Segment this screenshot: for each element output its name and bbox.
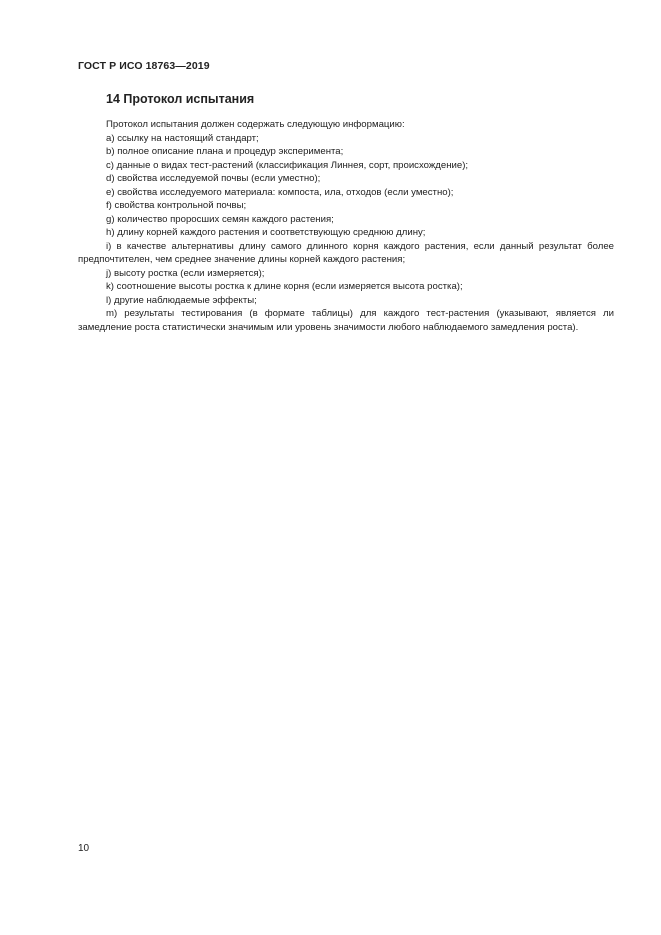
list-item-k: k) соотношение высоты ростка к длине корня (если измеряется высота ростка); — [106, 281, 463, 292]
list-item-e: e) свойства исследуемого материала: компоста, ила, отходов (если уместно); — [106, 186, 454, 198]
list-item-l: l) другие наблюдаемые эффекты; — [106, 294, 257, 306]
list-item-j: j) высоту ростка (если измеряется); — [106, 267, 265, 279]
list-item-g: g) количество проросших семян каждого растения; — [106, 213, 334, 225]
list-item-f: f) свойства контрольной почвы; — [106, 200, 247, 211]
section-title: 14 Протокол испытания — [106, 92, 255, 106]
list-item-h: h) длину корней каждого растения и соответствующую среднюю длину; — [106, 227, 426, 238]
list-item-d: d) свойства исследуемой почвы (если уместно); — [106, 173, 321, 184]
list-item-c: c) данные о видах тест-растений (классификация Линнея, сорт, происхождение); — [106, 159, 469, 171]
list-item-i: i) в качестве альтернативы длину самого длинного корня каждого растения, если данный результат более предпочтителен, чем среднее значение длины корней каждого растения; — [78, 240, 614, 265]
intro-paragraph: Протокол испытания должен содержать следующую информацию: — [106, 119, 405, 130]
list-item-m: m) результаты тестирования (в формате таблицы) для каждого тест-растения (указывают, является ли замедление роста статистически значимым или уровень значимости любого наблюдаемого замедления роста). — [78, 308, 614, 333]
list-item-a: a) ссылку на настоящий стандарт; — [106, 132, 259, 144]
document-header: ГОСТ Р ИСО 18763—2019 — [78, 60, 210, 72]
list-item-b: b) полное описание плана и процедур эксперимента; — [106, 146, 344, 157]
section-body — [78, 118, 614, 334]
page-number: 10 — [78, 843, 90, 854]
